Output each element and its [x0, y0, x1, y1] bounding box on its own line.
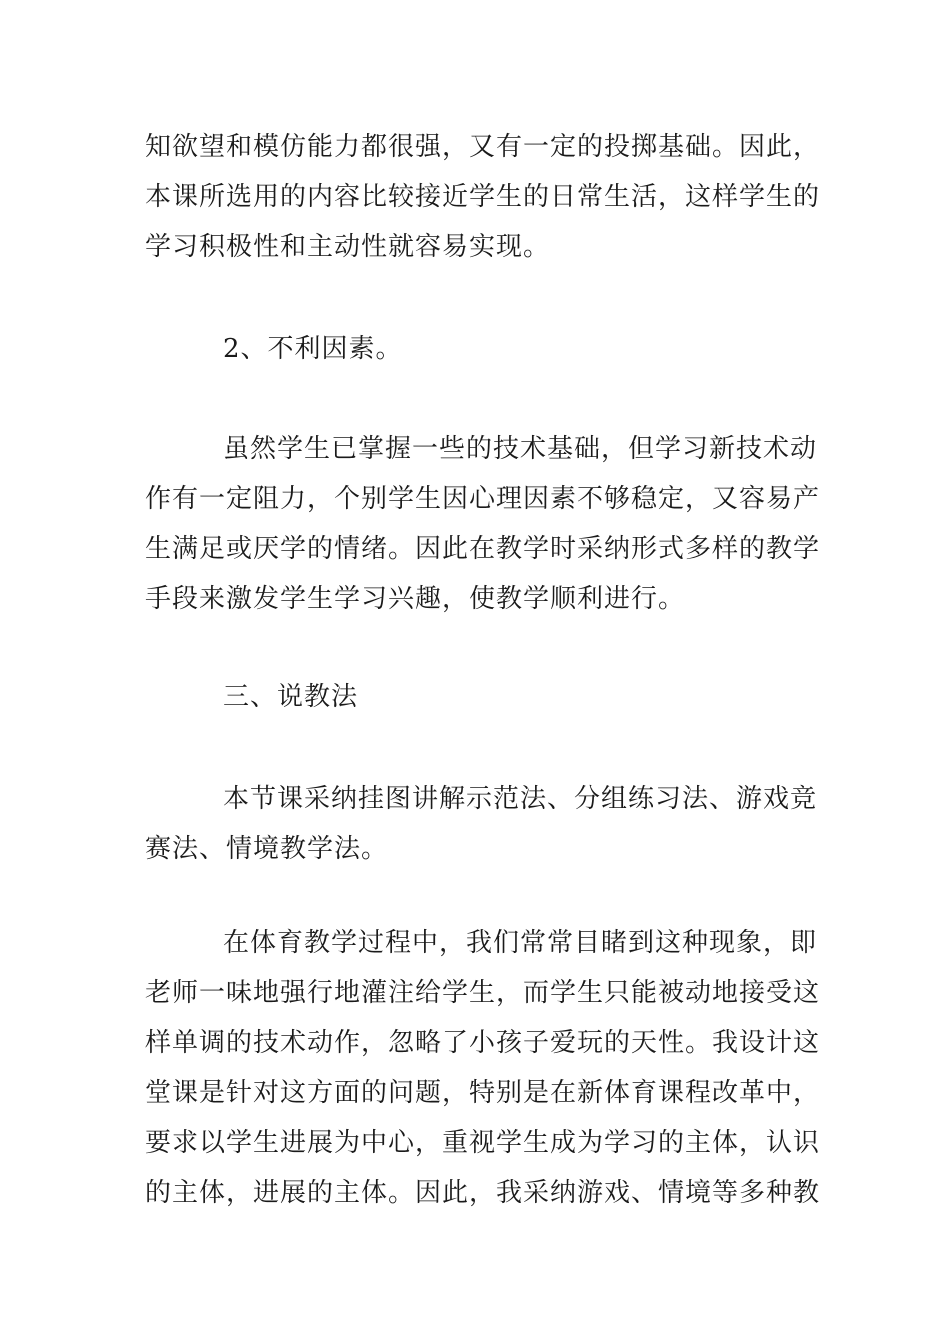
heading-text: 2、不利因素。 — [223, 334, 403, 364]
section-heading-2 — [145, 324, 810, 374]
paragraph-line: 老师一味地强行地灌注给学生，而学生只能被动地接受这 — [145, 978, 821, 1008]
paragraph-line: 样单调的技术动作，忽略了小孩子爱玩的天性。我设计这 — [145, 1028, 821, 1058]
paragraph-line: 学习积极性和主动性就容易实现。 — [145, 232, 551, 262]
paragraph-line: 本节课采纳挂图讲解示范法、分组练习法、游戏竞 — [223, 784, 818, 814]
paragraph-line: 手段来激发学生学习兴趣，使教学顺利进行。 — [145, 584, 686, 614]
paragraph-line: 知欲望和模仿能力都很强，又有一定的投掷基础。因此， — [145, 132, 821, 162]
paragraph-line: 作有一定阻力，个别学生因心理因素不够稳定，又容易产 — [145, 484, 821, 514]
paragraph-line: 本课所选用的内容比较接近学生的日常生活，这样学生的 — [145, 182, 821, 212]
paragraph-2 — [145, 424, 821, 624]
paragraph-line: 堂课是针对这方面的问题，特别是在新体育课程改革中， — [145, 1078, 821, 1108]
paragraph-line: 要求以学生进展为中心，重视学生成为学习的主体，认识 — [145, 1128, 821, 1158]
paragraph-1 — [145, 122, 821, 272]
section-heading-3 — [145, 672, 810, 722]
paragraph-line: 在体育教学过程中，我们常常目睹到这种现象，即 — [223, 928, 818, 958]
paragraph-line: 生满足或厌学的情绪。因此在教学时采纳形式多样的教学 — [145, 534, 821, 564]
heading-text: 三、说教法 — [223, 682, 359, 712]
paragraph-3 — [145, 774, 818, 874]
paragraph-4 — [145, 918, 821, 1218]
paragraph-line: 赛法、情境教学法。 — [145, 834, 389, 864]
paragraph-line: 的主体，进展的主体。因此，我采纳游戏、情境等多种教 — [145, 1178, 821, 1208]
paragraph-line: 虽然学生已掌握一些的技术基础，但学习新技术动 — [223, 434, 818, 464]
